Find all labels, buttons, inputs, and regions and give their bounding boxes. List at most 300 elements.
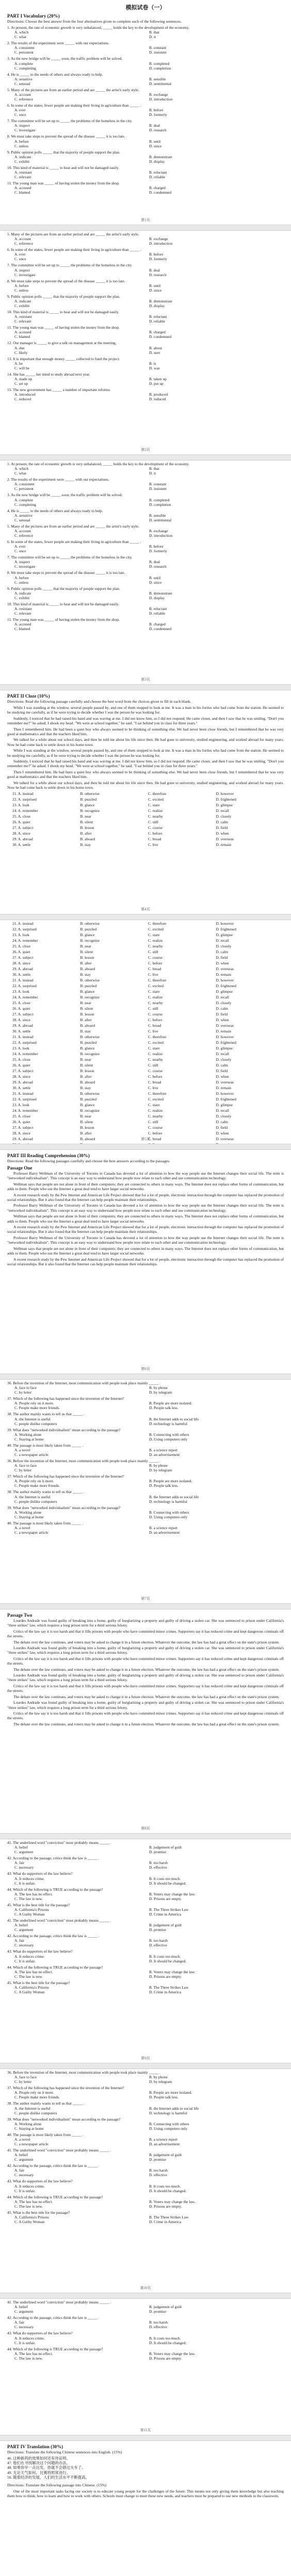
option: C. relevant <box>14 611 31 616</box>
option: B. sensible <box>149 513 166 518</box>
question-options <box>7 1448 284 1457</box>
question-options <box>7 30 284 39</box>
cloze-option-row <box>7 837 284 841</box>
question-stem: 44. Which of the following is TRUE according to the passage? <box>7 2194 103 2199</box>
question-options <box>7 466 284 476</box>
cloze-option-row <box>7 921 284 926</box>
option: C. stare <box>148 1103 160 1107</box>
option: B. until <box>149 575 161 580</box>
passage-paragraph: Critics of the law say it is too harsh and that it fills prisons with people who have committed minor crimes. Supporters say it has reduced crime and kept dangerous criminals off the streets. <box>7 1629 284 1639</box>
cloze-option-row <box>7 1001 284 1005</box>
option: B. aboard <box>80 1137 95 1141</box>
option: A. It reduces crime. <box>14 1954 45 1959</box>
option: C. A Guilty Woman <box>14 1912 45 1917</box>
option: C. stare <box>148 989 160 994</box>
option: C. blamed <box>14 626 30 632</box>
option: D. frightened <box>216 1097 236 1101</box>
part1-heading: PART I Vocabulary (20%) <box>7 13 60 19</box>
question-options <box>7 45 284 55</box>
question-options <box>7 1417 284 1426</box>
option: B. aboard <box>80 967 95 971</box>
option: D. It should be changed. <box>149 1958 187 1963</box>
option: C. reference <box>14 97 34 102</box>
option: B. that <box>149 30 159 35</box>
option: C. Staying at home <box>14 2126 44 2131</box>
option: C. A Guilty Woman <box>14 1990 45 1995</box>
option: C. Staying at home <box>14 1436 44 1442</box>
option: B. after <box>80 961 92 965</box>
option: 25. A. close <box>12 1001 30 1005</box>
option: B. too harsh <box>149 1860 168 1866</box>
option: 27. A. subject <box>12 955 34 960</box>
option: B. charged <box>149 622 166 627</box>
option: B. exchange <box>149 529 168 534</box>
option: A. Working alone <box>14 1510 42 1515</box>
page-number: 第8页 <box>141 1826 150 1831</box>
option: C. a newspaper article <box>14 2142 48 2147</box>
option: A. due <box>14 345 25 350</box>
cloze-option-row <box>7 1125 284 1130</box>
cloze-option-row <box>7 989 284 994</box>
option: C. people dislike computers <box>14 1499 57 1504</box>
cloze-option-row <box>7 978 284 982</box>
cloze-option-row <box>7 950 284 954</box>
option: 29. A. abroad <box>12 1080 33 1084</box>
option: C. realize <box>148 1052 163 1056</box>
option: C. excited <box>148 927 164 931</box>
option: D. closely <box>216 1001 232 1005</box>
cloze-option-row <box>7 1052 284 1056</box>
part2-directions: Directions: Read the following passage carefully and choose the best word from the choices given to fill in each blank. <box>7 699 191 704</box>
cloze-option-row <box>7 984 284 988</box>
option: 22. A. surprised <box>12 927 37 931</box>
option: B. Connecting with others <box>149 1510 189 1515</box>
option: C. People make more friends. <box>14 2095 60 2100</box>
option: A. a novel <box>14 1526 30 1531</box>
question-stem: 42. According to the passage, critics think the law is _____ . <box>7 1934 100 1939</box>
question-stem: 1. At present, the rate of economic growth is very unbalanced, _____ holds the key to the development of the economy. <box>7 25 189 30</box>
option: C. live <box>148 1086 158 1090</box>
page-separator <box>0 225 291 231</box>
option: A. inspect <box>14 123 30 128</box>
option: B. puzzled <box>80 984 97 988</box>
option: A. The law has no effect. <box>14 2199 53 2204</box>
option: D. field <box>216 1069 228 1073</box>
question-stem: 6. In some of the states, fewer people are making their living in agriculture than _____ . <box>7 247 141 252</box>
option: B. glance <box>80 989 95 994</box>
page-separator <box>0 1374 291 1380</box>
page-separator <box>0 684 291 690</box>
option: B. lesson <box>80 955 94 960</box>
option: 21. A. instead <box>12 1091 34 1096</box>
option: C. exhibit <box>14 303 30 309</box>
option: B. otherwise <box>80 921 100 926</box>
question-stem: 7. The committee will be set up to _____ the problems of the homeless in the city. <box>7 118 133 124</box>
page-separator <box>0 1144 291 1150</box>
option: A. before <box>14 139 29 144</box>
question-options <box>7 575 284 585</box>
option: B. demonstrate <box>149 590 172 596</box>
option: A. account <box>14 236 31 242</box>
page-2 <box>7 232 284 453</box>
cloze-option-row <box>7 791 284 796</box>
option: C. therefore <box>148 1035 167 1039</box>
option: C. still <box>148 1006 158 1011</box>
question-stem: 43. What do supporters of the law believe? <box>7 2179 73 2184</box>
option: D. field <box>216 955 228 960</box>
option: B. too harsh <box>149 1938 168 1943</box>
option: B. recognize <box>80 995 100 999</box>
option: B. silent <box>80 819 93 824</box>
option: C. before <box>148 1074 163 1079</box>
option: C. before <box>148 1018 163 1022</box>
option: D. People talk less. <box>149 2095 179 2100</box>
option: A. accused <box>14 185 31 191</box>
option: C. nearby <box>148 814 163 819</box>
option: C. likely <box>14 350 28 355</box>
option: C. investigate <box>14 564 36 569</box>
option: C. a newspaper article <box>14 1530 48 1535</box>
option: B. too harsh <box>149 2320 168 2325</box>
option: D. display <box>149 159 165 164</box>
question-options <box>7 299 284 308</box>
option: D. effective <box>149 1865 167 1870</box>
question-options <box>7 1938 284 1947</box>
option: 30. A. settle <box>12 1029 31 1033</box>
question-stem: 1. At present, the rate of economic growth is very unbalanced, _____ holds the key to the development of the economy. <box>7 462 189 466</box>
question-stem: 5. Many of the pictures are from an earlier period and are _____ the artist's early style. <box>7 523 139 529</box>
page-7 <box>7 1381 284 1602</box>
option: 28. A. since <box>12 1074 30 1079</box>
option: D. promise <box>149 1850 166 1855</box>
option: D. overseas <box>216 836 234 841</box>
option: B. near <box>80 814 91 819</box>
page-3 <box>7 462 284 683</box>
option: A. The law has no effect. <box>14 1969 53 1974</box>
option: D. by telegram <box>149 1390 172 1395</box>
question-options <box>7 2215 284 2224</box>
passage-paragraph: The debate over the law continues, and voters may be asked to change it in a future election. Whatever the outcome, the law has had a great effect on the state's prison system. <box>13 1694 280 1699</box>
passage-paragraph: While I was standing at the window, several people passed by, and one of them stopped to look at me. It was a man in his forties who had come from the station. He seemed to be studying me carefully, as if he were trying to decide whether I was the person he was looking for. <box>7 705 284 715</box>
option: D. an advertisement <box>149 1452 180 1458</box>
option: B. completed <box>149 497 170 502</box>
question-list-part3 <box>7 1381 284 1535</box>
option: 29. A. abroad <box>12 1137 33 1141</box>
option: D. when <box>216 1018 229 1022</box>
option: B. otherwise <box>80 1035 100 1039</box>
option: C. will be <box>14 365 29 370</box>
option: D. recall <box>216 938 229 943</box>
cloze-option-row <box>7 1074 284 1079</box>
option: B. glance <box>80 802 95 807</box>
option: B. a science report <box>149 2137 177 2142</box>
option: C. A Guilty Woman <box>14 2219 45 2225</box>
option: D. introduction <box>149 241 173 246</box>
cloze-option-row <box>7 1097 284 1101</box>
question-stem: 36. Before the invention of the Internet, most communication with people took place mainly _____ . <box>7 1381 160 1385</box>
option: D. research <box>149 128 167 133</box>
option: D. overseas <box>216 1137 234 1141</box>
passage-paragraph: The debate over the law continues, and voters may be asked to change it in a future election. Whatever the outcome, the law has had a great effect on the state's prison system. <box>13 1667 280 1672</box>
option: D. technology is harmful <box>149 1421 187 1426</box>
option: 27. A. subject <box>12 825 34 830</box>
option: D. field <box>216 1012 228 1016</box>
option: D. completion <box>149 65 171 71</box>
option: D. an advertisement <box>149 1530 180 1535</box>
option: B. lesson <box>80 1069 94 1073</box>
option: C. unless <box>14 287 29 293</box>
option: A. indicate <box>14 299 31 304</box>
option: B. It costs too much. <box>149 1876 181 1881</box>
question-options <box>7 606 284 616</box>
option: B. after <box>80 1018 92 1022</box>
option: 25. A. close <box>12 1114 30 1118</box>
question-stem: 7. The committee will be set up to _____ the problems of the homeless in the city. <box>7 263 133 268</box>
option: B. aboard <box>80 836 95 841</box>
option: C. course <box>148 825 163 830</box>
option: B. otherwise <box>80 791 100 796</box>
option: D. glimpse <box>216 989 233 994</box>
question-options <box>7 622 284 631</box>
question-stem: 39. What does "networked individualism" mean according to the passage? <box>7 1427 121 1432</box>
option: B. Voters may change the law. <box>149 2351 196 2356</box>
option: B. puzzled <box>80 927 97 931</box>
question-stem: 40. The passage is most likely taken from _____ . <box>7 1520 84 1526</box>
option: C. excited <box>148 796 164 802</box>
cloze-option-row <box>7 938 284 943</box>
question-stem: 2. The results of the experiment were _____ with our expectations. <box>7 477 109 482</box>
option: 23. A. look <box>12 802 29 807</box>
option: C. before <box>148 831 163 836</box>
option: D. put up <box>149 381 164 386</box>
option: C. reference <box>14 533 34 538</box>
part4b-directions: Directions: Translate the following passage into Chinese. (15%) <box>7 2483 107 2488</box>
option: 23. A. look <box>12 989 29 994</box>
option: B. deal <box>149 123 160 128</box>
question-options <box>7 139 284 148</box>
option: C. before <box>148 1131 163 1136</box>
question-options <box>7 1432 284 1442</box>
question-stem: 13. It is important that enough money _____ collected to fund the project. <box>7 356 120 361</box>
option: A. indicate <box>14 590 31 596</box>
option: C. broad <box>148 1080 161 1084</box>
option: D. effective <box>149 2325 167 2330</box>
question-options <box>7 61 284 71</box>
option: B. stay <box>80 842 91 847</box>
option: B. People are more isolated. <box>149 2090 192 2095</box>
question-stem: 12. Our manager is _____ to give a talk on management at the meeting. <box>7 341 117 346</box>
option: D. field <box>216 1125 228 1130</box>
option: A. account <box>14 529 31 534</box>
option: B. recognize <box>80 1108 100 1113</box>
question-options <box>7 1401 284 1410</box>
option: D. closely <box>216 1114 232 1118</box>
question-options <box>7 2106 284 2115</box>
question-stem: 40. The passage is most likely taken from _____ . <box>7 2132 84 2137</box>
option: C. broad <box>148 1023 161 1028</box>
option: D. Crime in America <box>149 1990 181 1995</box>
option: B. demonstrate <box>149 299 172 304</box>
page-number: 第9页 <box>141 2056 150 2060</box>
option: D. formerly <box>149 549 167 554</box>
option: A. belief <box>14 1845 28 1850</box>
question-stem: 39. What does "networked individualism" mean according to the passage? <box>7 2116 121 2122</box>
option: B. lesson <box>80 1125 94 1130</box>
option: C. persistent <box>14 50 34 55</box>
option: B. taken up <box>149 377 167 382</box>
option: B. the Internet adds to social life <box>149 1416 199 1421</box>
option: A. face to face <box>14 1385 37 1391</box>
page-separator <box>0 1833 291 1839</box>
option: C. once <box>14 112 26 117</box>
option: A. Working alone <box>14 1432 42 1437</box>
option: A. be <box>14 361 23 366</box>
option: 26. A. quiet <box>12 1006 30 1011</box>
option: D. calm <box>216 1120 228 1124</box>
question-list-part1-cont <box>7 462 284 631</box>
part3-directions: Directions: Read the following passages carefully and choose the best answers according to the passages. <box>7 1159 170 1163</box>
option: 22. A. surprised <box>12 1097 37 1101</box>
page-number: 第7页 <box>141 1597 150 1601</box>
option: C. investigate <box>14 272 36 277</box>
cloze-option-row <box>7 831 284 836</box>
option: A. resistant <box>14 606 32 612</box>
question-options <box>7 1923 284 1932</box>
page-separator <box>0 914 291 920</box>
option: C. The law is new. <box>14 1896 43 1901</box>
option: A. California's Prisons <box>14 1985 49 1990</box>
cloze-option-row <box>7 1108 284 1113</box>
option: A. belief <box>14 2153 28 2158</box>
option: B. a science report <box>149 1448 177 1453</box>
question-stem: 15. The new government has _____ a number of important reforms. <box>7 387 111 393</box>
option: B. otherwise <box>80 1091 100 1096</box>
question-options <box>7 236 284 246</box>
cloze-option-row <box>7 933 284 937</box>
option: B. People are more isolated. <box>149 1401 192 1406</box>
option: B. puzzled <box>80 796 97 802</box>
question-stem: 6. In some of the states, fewer people are making their living in agriculture than _____ . <box>7 103 141 108</box>
page-separator <box>0 454 291 461</box>
option: D. closely <box>216 814 232 819</box>
question-stem: 3. As the new bridge will be _____ soon, the traffic problem will be solved. <box>7 493 123 498</box>
passage-paragraph: A recent research study by the Pew Internet and American Life Project showed that for a lot of people, electronic interaction through the computer has replaced the promotion of social relationships. But it also found that the Internet can help people maintain their relationships. <box>7 1225 284 1234</box>
option: B. charged <box>149 185 166 191</box>
question-stem: 37. Which of the following has happened since the invention of the Internet? <box>7 2086 124 2091</box>
option: C. nearby <box>148 944 163 948</box>
option: A. consistent <box>14 45 35 50</box>
option: D. It should be changed. <box>149 2188 187 2193</box>
question-options <box>7 2320 284 2329</box>
option: A. It reduces crime. <box>14 2335 45 2341</box>
cloze-option-row <box>7 1029 284 1033</box>
option: B. silent <box>80 950 93 954</box>
option: C. stare <box>148 802 160 807</box>
option: D. remain <box>216 972 232 977</box>
option: C. people dislike computers <box>14 1421 57 1426</box>
option: B. by phone <box>149 1463 168 1468</box>
option: D. formerly <box>149 257 167 262</box>
question-stem: 2. The results of the experiment were _____ with our expectations. <box>7 41 109 46</box>
option: B. too harsh <box>149 2168 168 2173</box>
option: D. since <box>149 580 162 585</box>
option: D. technology is harmful <box>149 2110 187 2115</box>
option: B. is <box>149 361 156 366</box>
option: A. inspect <box>14 560 30 565</box>
option: D. display <box>149 595 165 600</box>
option: C. still <box>148 950 158 954</box>
option: B. aboard <box>80 1023 95 1028</box>
question-stem: 10. This kind of material is _____ to heat and will not be damaged easily. <box>7 601 119 606</box>
option: C. sensual <box>14 81 30 86</box>
option: C. broad <box>148 1137 161 1141</box>
option: 22. A. surprised <box>12 796 37 802</box>
question-options <box>7 1479 284 1488</box>
question-options <box>7 1385 284 1395</box>
option: C. people dislike computers <box>14 2110 57 2115</box>
option: 24. A. remember <box>12 995 38 999</box>
option: 28. A. since <box>12 1131 30 1136</box>
option: B. silent <box>80 1120 93 1124</box>
passage-paragraph: Then I remembered him. He had been a quiet boy who always seemed to be thinking of something else. We had never been close friends, but I remembered that he was very good at mathematics and that the teachers liked him. <box>7 726 284 737</box>
option: D. calm <box>216 1063 228 1067</box>
question-stem: 43. What do supporters of the law believe? <box>7 2331 73 2336</box>
option: 30. A. settle <box>12 842 31 847</box>
option: C. nearby <box>148 1114 163 1118</box>
option: B. after <box>80 1131 92 1136</box>
option: C. what <box>14 471 26 476</box>
option: C. therefore <box>148 791 167 796</box>
question-options <box>7 2304 284 2314</box>
option: 26. A. quiet <box>12 950 30 954</box>
option: A. the Internet is useful <box>14 1494 51 1499</box>
option: C. nearby <box>148 1001 163 1005</box>
passage-paragraph: Lourdes Andrade was found guilty of breaking into a home, guilty of burglarizing a property and guilty of driving a stolen car. She was sentenced to prison under California's "three strikes" law, which requires a long prison term for a third serious felony. <box>7 1700 284 1710</box>
question-stem: 41. The underlined word "conviction" most probably means _____ . <box>7 1918 111 1923</box>
option: D. remain <box>216 1029 232 1033</box>
option: D. introduction <box>149 97 173 102</box>
option: D. it <box>149 471 156 476</box>
question-options <box>7 377 284 386</box>
option: A. belief <box>14 2304 28 2310</box>
option: B. stay <box>80 972 91 977</box>
option: D. It should be changed. <box>149 1880 187 1886</box>
passage-paragraph: Critics of the law say it is too harsh and that it fills prisons with people who have committed minor crimes. Supporters say it has reduced crime and kept dangerous criminals off the streets. <box>7 1710 284 1721</box>
option: C. The law is new. <box>14 2204 43 2209</box>
option: C. by letter <box>14 1390 32 1395</box>
part2-heading: PART II Cloze (10%) <box>7 693 50 699</box>
option: A. ever <box>14 252 26 257</box>
cloze-option-row <box>7 1018 284 1022</box>
option: A. account <box>14 92 31 97</box>
translation-item: 47. 他们在寻找解决这个问题的办法。 <box>7 2461 70 2466</box>
option: B. judgement of guilt <box>149 1923 182 1928</box>
option: C. stare <box>148 1046 160 1050</box>
option: C. realize <box>148 1108 163 1113</box>
option: B. by phone <box>149 2075 168 2080</box>
option: C. The law is new. <box>14 2355 43 2361</box>
question-options <box>7 498 284 507</box>
question-options <box>7 123 284 132</box>
option: D. recall <box>216 1052 229 1056</box>
option: D. glimpse <box>216 933 233 937</box>
option: 21. A. instead <box>12 791 34 796</box>
option: B. before <box>149 544 164 549</box>
question-stem: 45. What is the best title for the passage? <box>7 1902 70 1907</box>
option: D. condemned <box>149 190 172 195</box>
question-options <box>7 2184 284 2193</box>
option: D. sure <box>149 350 160 355</box>
